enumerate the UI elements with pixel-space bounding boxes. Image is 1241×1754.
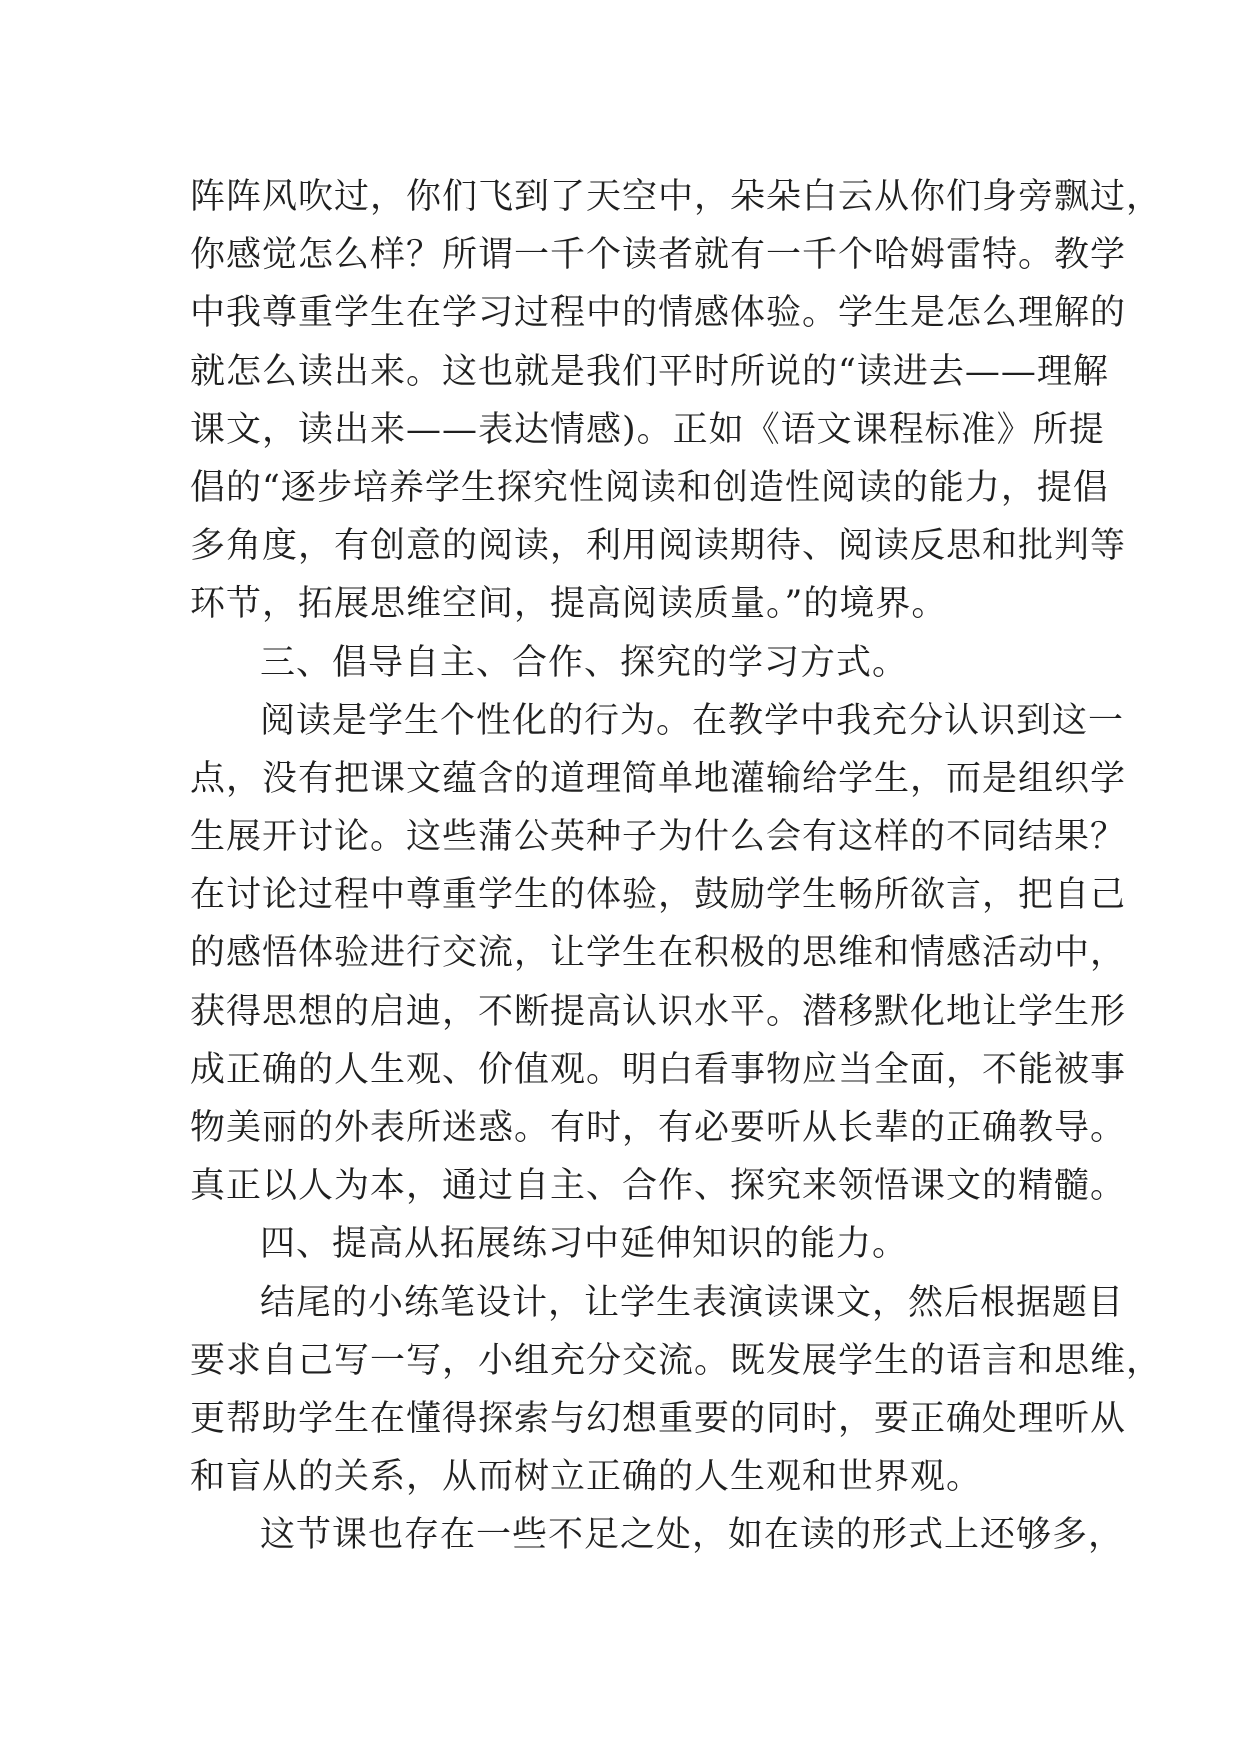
text-line: 倡的“逐步培养学生探究性阅读和创造性阅读的能力，提倡 bbox=[190, 467, 1109, 508]
text-line: 点，没有把课文蕴含的道理简单地灌输给学生，而是组织学 bbox=[190, 758, 1127, 799]
text-line: 更帮助学生在懂得探索与幻想重要的同时，要正确处理听从 bbox=[190, 1398, 1127, 1439]
text-line: 成正确的人生观、价值观。明白看事物应当全面，不能被事 bbox=[190, 1049, 1127, 1090]
paragraph-first-line: 阅读是学生个性化的行为。在教学中我充分认识到这一 bbox=[260, 700, 1125, 741]
paragraph-first-line: 三、倡导自主、合作、探究的学习方式。 bbox=[260, 642, 909, 683]
text-line: 获得思想的启迪，不断提高认识水平。潜移默化地让学生形 bbox=[190, 991, 1127, 1032]
text-line: 的感悟体验进行交流，让学生在积极的思维和情感活动中， bbox=[190, 933, 1127, 974]
text-line: 生展开讨论。这些蒲公英种子为什么会有这样的不同结果？ bbox=[190, 817, 1127, 858]
text-line: 要求自己写一写，小组充分交流。既发展学生的语言和思维， bbox=[190, 1340, 1163, 1381]
text-line: 你感觉怎么样？所谓一千个读者就有一千个哈姆雷特。教学 bbox=[190, 235, 1127, 276]
paragraph-first-line: 四、提高从拓展练习中延伸知识的能力。 bbox=[260, 1224, 909, 1265]
paragraph-first-line: 这节课也存在一些不足之处，如在读的形式上还够多， bbox=[260, 1515, 1125, 1556]
body-text bbox=[190, 168, 1163, 1565]
text-line: 环节，拓展思维空间，提高阅读质量。”的境界。 bbox=[190, 584, 948, 625]
text-line: 和盲从的关系，从而树立正确的人生观和世界观。 bbox=[190, 1457, 983, 1498]
text-line: 课文，读出来——表达情感)。正如《语文课程标准》所提 bbox=[190, 409, 1105, 450]
paragraph-first-line: 结尾的小练笔设计，让学生表演读课文，然后根据题目 bbox=[260, 1282, 1125, 1323]
text-line: 真正以人为本，通过自主、合作、探究来领悟课文的精髓。 bbox=[190, 1166, 1127, 1207]
text-line: 就怎么读出来。这也就是我们平时所说的“读进去——理解 bbox=[190, 351, 1109, 392]
text-line: 物美丽的外表所迷惑。有时，有必要听从长辈的正确教导。 bbox=[190, 1108, 1127, 1148]
text-line: 在讨论过程中尊重学生的体验，鼓励学生畅所欲言，把自己 bbox=[190, 875, 1127, 916]
text-line: 阵阵风吹过，你们飞到了天空中，朵朵白云从你们身旁飘过， bbox=[190, 177, 1163, 217]
text-line: 中我尊重学生在学习过程中的情感体验。学生是怎么理解的 bbox=[190, 293, 1127, 334]
text-line: 多角度，有创意的阅读，利用阅读期待、阅读反思和批判等 bbox=[190, 526, 1127, 567]
